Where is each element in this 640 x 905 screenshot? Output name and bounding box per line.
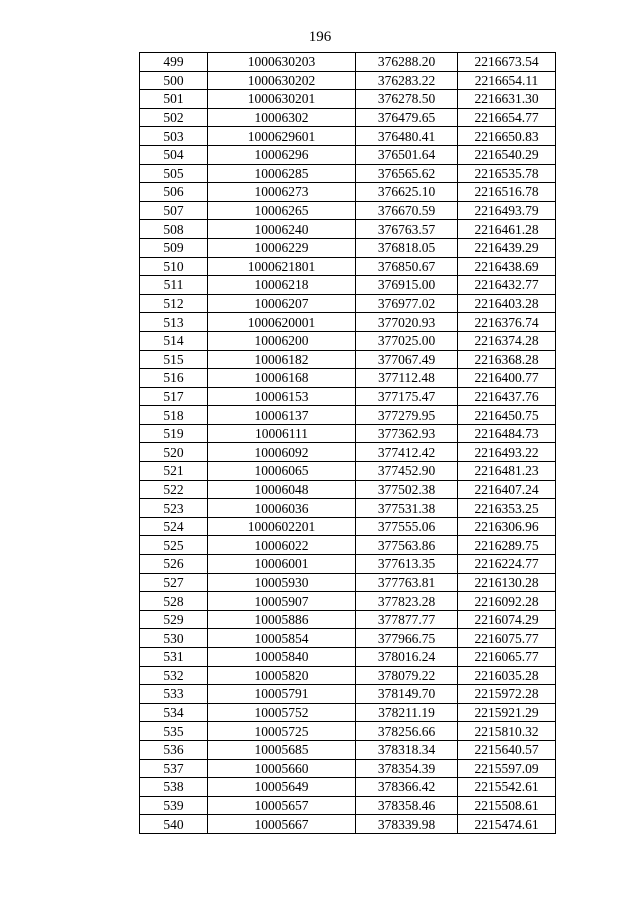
row-number-cell: 499	[140, 53, 208, 72]
y-coordinate-cell: 2216306.96	[458, 517, 556, 536]
y-coordinate-cell: 2216400.77	[458, 369, 556, 388]
row-number-cell: 539	[140, 796, 208, 815]
point-id-cell: 10005685	[208, 740, 356, 759]
table-row	[140, 183, 556, 202]
table-row	[140, 573, 556, 592]
table-row	[140, 257, 556, 276]
y-coordinate-cell: 2216461.28	[458, 220, 556, 239]
row-number-cell: 540	[140, 815, 208, 834]
x-coordinate-cell: 378318.34	[356, 740, 458, 759]
point-id-cell: 10005657	[208, 796, 356, 815]
row-number-cell: 537	[140, 759, 208, 778]
table-row	[140, 164, 556, 183]
row-number-cell: 517	[140, 387, 208, 406]
y-coordinate-cell: 2216353.25	[458, 499, 556, 518]
point-id-cell: 1000629601	[208, 127, 356, 146]
row-number-cell: 522	[140, 480, 208, 499]
table-row	[140, 796, 556, 815]
y-coordinate-cell: 2216035.28	[458, 666, 556, 685]
table-row	[140, 499, 556, 518]
row-number-cell: 524	[140, 517, 208, 536]
y-coordinate-cell: 2216432.77	[458, 276, 556, 295]
row-number-cell: 529	[140, 610, 208, 629]
point-id-cell: 10005907	[208, 592, 356, 611]
y-coordinate-cell: 2215542.61	[458, 778, 556, 797]
row-number-cell: 519	[140, 424, 208, 443]
x-coordinate-cell: 378339.98	[356, 815, 458, 834]
point-id-cell: 10006137	[208, 406, 356, 425]
x-coordinate-cell: 377025.00	[356, 331, 458, 350]
x-coordinate-cell: 378358.46	[356, 796, 458, 815]
point-id-cell: 10006207	[208, 294, 356, 313]
table-row	[140, 313, 556, 332]
x-coordinate-cell: 376977.02	[356, 294, 458, 313]
row-number-cell: 501	[140, 90, 208, 109]
point-id-cell: 10006022	[208, 536, 356, 555]
point-id-cell: 1000630201	[208, 90, 356, 109]
row-number-cell: 533	[140, 685, 208, 704]
row-number-cell: 534	[140, 703, 208, 722]
row-number-cell: 510	[140, 257, 208, 276]
point-id-cell: 1000630203	[208, 53, 356, 72]
x-coordinate-cell: 376480.41	[356, 127, 458, 146]
y-coordinate-cell: 2216439.29	[458, 238, 556, 257]
y-coordinate-cell: 2216631.30	[458, 90, 556, 109]
row-number-cell: 507	[140, 201, 208, 220]
y-coordinate-cell: 2216493.79	[458, 201, 556, 220]
table-row	[140, 127, 556, 146]
row-number-cell: 535	[140, 722, 208, 741]
point-id-cell: 1000621801	[208, 257, 356, 276]
x-coordinate-cell: 376479.65	[356, 108, 458, 127]
x-coordinate-cell: 378366.42	[356, 778, 458, 797]
x-coordinate-cell: 377279.95	[356, 406, 458, 425]
table-row	[140, 238, 556, 257]
x-coordinate-cell: 376288.20	[356, 53, 458, 72]
point-id-cell: 10006265	[208, 201, 356, 220]
y-coordinate-cell: 2216481.23	[458, 462, 556, 481]
x-coordinate-cell: 377020.93	[356, 313, 458, 332]
table-row	[140, 648, 556, 667]
x-coordinate-cell: 376818.05	[356, 238, 458, 257]
y-coordinate-cell: 2216450.75	[458, 406, 556, 425]
y-coordinate-cell: 2216540.29	[458, 145, 556, 164]
point-id-cell: 10005840	[208, 648, 356, 667]
y-coordinate-cell: 2216074.29	[458, 610, 556, 629]
row-number-cell: 521	[140, 462, 208, 481]
table-row	[140, 759, 556, 778]
x-coordinate-cell: 378149.70	[356, 685, 458, 704]
table-row	[140, 276, 556, 295]
row-number-cell: 505	[140, 164, 208, 183]
y-coordinate-cell: 2215597.09	[458, 759, 556, 778]
point-id-cell: 10006182	[208, 350, 356, 369]
x-coordinate-cell: 377112.48	[356, 369, 458, 388]
table-row	[140, 424, 556, 443]
y-coordinate-cell: 2216376.74	[458, 313, 556, 332]
row-number-cell: 512	[140, 294, 208, 313]
table-row	[140, 815, 556, 834]
y-coordinate-cell: 2216289.75	[458, 536, 556, 555]
y-coordinate-cell: 2216650.83	[458, 127, 556, 146]
table-row	[140, 90, 556, 109]
y-coordinate-cell: 2215921.29	[458, 703, 556, 722]
row-number-cell: 538	[140, 778, 208, 797]
point-id-cell: 10006200	[208, 331, 356, 350]
point-id-cell: 10006218	[208, 276, 356, 295]
row-number-cell: 504	[140, 145, 208, 164]
row-number-cell: 532	[140, 666, 208, 685]
x-coordinate-cell: 377613.35	[356, 555, 458, 574]
x-coordinate-cell: 377502.38	[356, 480, 458, 499]
table-body	[140, 53, 556, 834]
row-number-cell: 520	[140, 443, 208, 462]
table-row	[140, 350, 556, 369]
x-coordinate-cell: 377175.47	[356, 387, 458, 406]
table-row	[140, 53, 556, 72]
table-row	[140, 666, 556, 685]
table-row	[140, 517, 556, 536]
x-coordinate-cell: 376763.57	[356, 220, 458, 239]
y-coordinate-cell: 2216535.78	[458, 164, 556, 183]
table-row	[140, 480, 556, 499]
y-coordinate-cell: 2216407.24	[458, 480, 556, 499]
x-coordinate-cell: 377823.28	[356, 592, 458, 611]
x-coordinate-cell: 376670.59	[356, 201, 458, 220]
table-row	[140, 145, 556, 164]
row-number-cell: 526	[140, 555, 208, 574]
table-row	[140, 369, 556, 388]
y-coordinate-cell: 2216673.54	[458, 53, 556, 72]
x-coordinate-cell: 378256.66	[356, 722, 458, 741]
x-coordinate-cell: 377067.49	[356, 350, 458, 369]
row-number-cell: 513	[140, 313, 208, 332]
y-coordinate-cell: 2216075.77	[458, 629, 556, 648]
row-number-cell: 514	[140, 331, 208, 350]
table-row	[140, 108, 556, 127]
point-id-cell: 10005854	[208, 629, 356, 648]
table-row	[140, 740, 556, 759]
table-row	[140, 722, 556, 741]
x-coordinate-cell: 378354.39	[356, 759, 458, 778]
x-coordinate-cell: 377531.38	[356, 499, 458, 518]
row-number-cell: 502	[140, 108, 208, 127]
y-coordinate-cell: 2216092.28	[458, 592, 556, 611]
table-row	[140, 685, 556, 704]
point-id-cell: 10006240	[208, 220, 356, 239]
y-coordinate-cell: 2216374.28	[458, 331, 556, 350]
table-row	[140, 201, 556, 220]
row-number-cell: 531	[140, 648, 208, 667]
x-coordinate-cell: 377763.81	[356, 573, 458, 592]
x-coordinate-cell: 376565.62	[356, 164, 458, 183]
y-coordinate-cell: 2216368.28	[458, 350, 556, 369]
y-coordinate-cell: 2215508.61	[458, 796, 556, 815]
point-id-cell: 10006285	[208, 164, 356, 183]
row-number-cell: 530	[140, 629, 208, 648]
x-coordinate-cell: 377563.86	[356, 536, 458, 555]
y-coordinate-cell: 2216654.77	[458, 108, 556, 127]
table-row	[140, 536, 556, 555]
x-coordinate-cell: 377362.93	[356, 424, 458, 443]
y-coordinate-cell: 2215972.28	[458, 685, 556, 704]
table-row	[140, 778, 556, 797]
point-id-cell: 1000620001	[208, 313, 356, 332]
table-row	[140, 294, 556, 313]
x-coordinate-cell: 376625.10	[356, 183, 458, 202]
point-id-cell: 10005820	[208, 666, 356, 685]
point-id-cell: 10006065	[208, 462, 356, 481]
x-coordinate-cell: 377555.06	[356, 517, 458, 536]
table-row	[140, 71, 556, 90]
y-coordinate-cell: 2216403.28	[458, 294, 556, 313]
y-coordinate-cell: 2216493.22	[458, 443, 556, 462]
point-id-cell: 10006229	[208, 238, 356, 257]
point-id-cell: 10005752	[208, 703, 356, 722]
table-row	[140, 406, 556, 425]
y-coordinate-cell: 2216654.11	[458, 71, 556, 90]
x-coordinate-cell: 376915.00	[356, 276, 458, 295]
point-id-cell: 10005667	[208, 815, 356, 834]
point-id-cell: 10006302	[208, 108, 356, 127]
x-coordinate-cell: 378211.19	[356, 703, 458, 722]
row-number-cell: 508	[140, 220, 208, 239]
point-id-cell: 10006273	[208, 183, 356, 202]
row-number-cell: 525	[140, 536, 208, 555]
x-coordinate-cell: 377877.77	[356, 610, 458, 629]
point-id-cell: 10006001	[208, 555, 356, 574]
row-number-cell: 518	[140, 406, 208, 425]
row-number-cell: 500	[140, 71, 208, 90]
table-row	[140, 610, 556, 629]
y-coordinate-cell: 2215640.57	[458, 740, 556, 759]
x-coordinate-cell: 376278.50	[356, 90, 458, 109]
y-coordinate-cell: 2216484.73	[458, 424, 556, 443]
row-number-cell: 503	[140, 127, 208, 146]
table-row	[140, 220, 556, 239]
y-coordinate-cell: 2215810.32	[458, 722, 556, 741]
y-coordinate-cell: 2216130.28	[458, 573, 556, 592]
x-coordinate-cell: 376501.64	[356, 145, 458, 164]
x-coordinate-cell: 378016.24	[356, 648, 458, 667]
point-id-cell: 10006296	[208, 145, 356, 164]
point-id-cell: 10006168	[208, 369, 356, 388]
row-number-cell: 515	[140, 350, 208, 369]
row-number-cell: 509	[140, 238, 208, 257]
y-coordinate-cell: 2216065.77	[458, 648, 556, 667]
table-row	[140, 555, 556, 574]
x-coordinate-cell: 377452.90	[356, 462, 458, 481]
point-id-cell: 10005930	[208, 573, 356, 592]
y-coordinate-cell: 2216224.77	[458, 555, 556, 574]
point-id-cell: 10005886	[208, 610, 356, 629]
point-id-cell: 10005725	[208, 722, 356, 741]
point-id-cell: 10006092	[208, 443, 356, 462]
point-id-cell: 1000602201	[208, 517, 356, 536]
x-coordinate-cell: 377966.75	[356, 629, 458, 648]
row-number-cell: 527	[140, 573, 208, 592]
row-number-cell: 523	[140, 499, 208, 518]
row-number-cell: 511	[140, 276, 208, 295]
table-row	[140, 462, 556, 481]
row-number-cell: 536	[140, 740, 208, 759]
point-id-cell: 10006036	[208, 499, 356, 518]
point-id-cell: 10006153	[208, 387, 356, 406]
table-row	[140, 331, 556, 350]
table-row	[140, 703, 556, 722]
point-id-cell: 10005660	[208, 759, 356, 778]
point-id-cell: 10006111	[208, 424, 356, 443]
y-coordinate-cell: 2215474.61	[458, 815, 556, 834]
row-number-cell: 528	[140, 592, 208, 611]
table-row	[140, 629, 556, 648]
coordinates-table	[139, 52, 556, 834]
row-number-cell: 516	[140, 369, 208, 388]
table-row	[140, 443, 556, 462]
x-coordinate-cell: 377412.42	[356, 443, 458, 462]
y-coordinate-cell: 2216516.78	[458, 183, 556, 202]
page-number: 196	[308, 29, 332, 45]
point-id-cell: 10006048	[208, 480, 356, 499]
x-coordinate-cell: 378079.22	[356, 666, 458, 685]
x-coordinate-cell: 376283.22	[356, 71, 458, 90]
point-id-cell: 10005649	[208, 778, 356, 797]
table-row	[140, 592, 556, 611]
point-id-cell: 1000630202	[208, 71, 356, 90]
x-coordinate-cell: 376850.67	[356, 257, 458, 276]
point-id-cell: 10005791	[208, 685, 356, 704]
row-number-cell: 506	[140, 183, 208, 202]
y-coordinate-cell: 2216438.69	[458, 257, 556, 276]
table-row	[140, 387, 556, 406]
y-coordinate-cell: 2216437.76	[458, 387, 556, 406]
